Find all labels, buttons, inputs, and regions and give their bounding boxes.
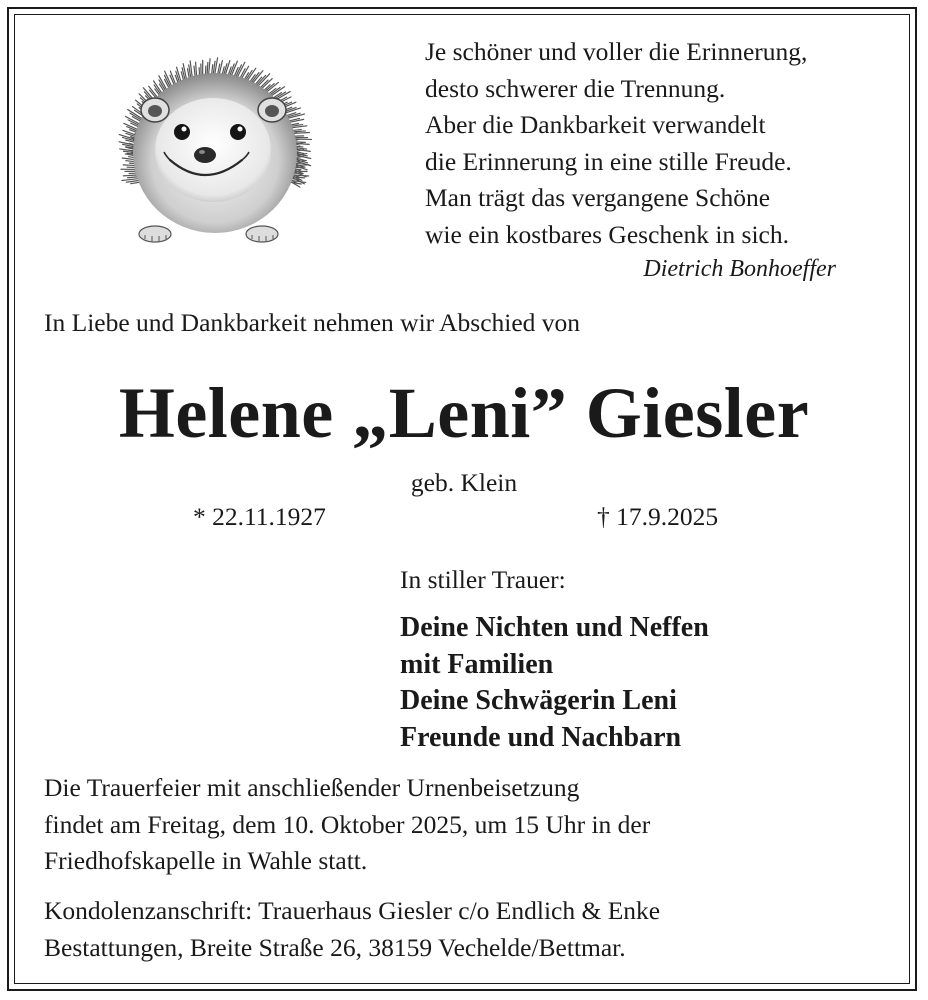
mourning-label: In stiller Trauer:: [400, 565, 566, 594]
quote-author: Dietrich Bonhoeffer: [643, 256, 836, 282]
condolence-line: Bestattungen, Breite Straße 26, 38159 Vechelde/Bettmar.: [44, 932, 626, 962]
mourner-entry: Freunde und Nachbarn: [400, 721, 682, 753]
quote-line: wie ein kostbares Geschenk in sich.: [425, 219, 789, 249]
bonhoeffer-quote: [425, 34, 895, 253]
mourner-entry: Deine Nichten und Neffen: [400, 612, 709, 643]
maiden-name: geb. Klein: [410, 468, 518, 497]
funeral-service-info: [44, 770, 650, 880]
service-line: Friedhofskapelle in Wahle statt.: [44, 846, 368, 875]
mourner-entry: mit Familien: [400, 648, 554, 680]
service-line: findet am Freitag, dem 10. Oktober 2025, um 15 Uhr in der: [44, 809, 651, 839]
intro-text: In Liebe und Dankbarkeit nehmen wir Abschied von: [44, 308, 581, 337]
hedgehog-illustration-icon: [100, 38, 330, 248]
mourners-list: [400, 610, 709, 756]
service-line: Die Trauerfeier mit anschließender Urnenbeisetzung: [44, 773, 580, 802]
quote-line: Je schöner und voller die Erinnerung,: [425, 37, 808, 66]
death-date: † 17.9.2025: [597, 502, 719, 531]
quote-line: Aber die Dankbarkeit verwandelt: [425, 110, 766, 139]
quote-line: desto schwerer die Trennung.: [425, 73, 726, 103]
deceased-name: Helene „Leni” Giesler: [118, 373, 810, 453]
birth-date: * 22.11.1927: [193, 502, 326, 531]
condolence-address: [44, 893, 660, 966]
quote-line: Man trägt das vergangene Schöne: [425, 183, 771, 212]
quote-line: die Erinnerung in eine stille Freude.: [425, 146, 792, 176]
mourner-entry: Deine Schwägerin Leni: [400, 685, 677, 716]
condolence-line: Kondolenzanschrift: Trauerhaus Giesler c/o Endlich & Enke: [44, 896, 661, 925]
